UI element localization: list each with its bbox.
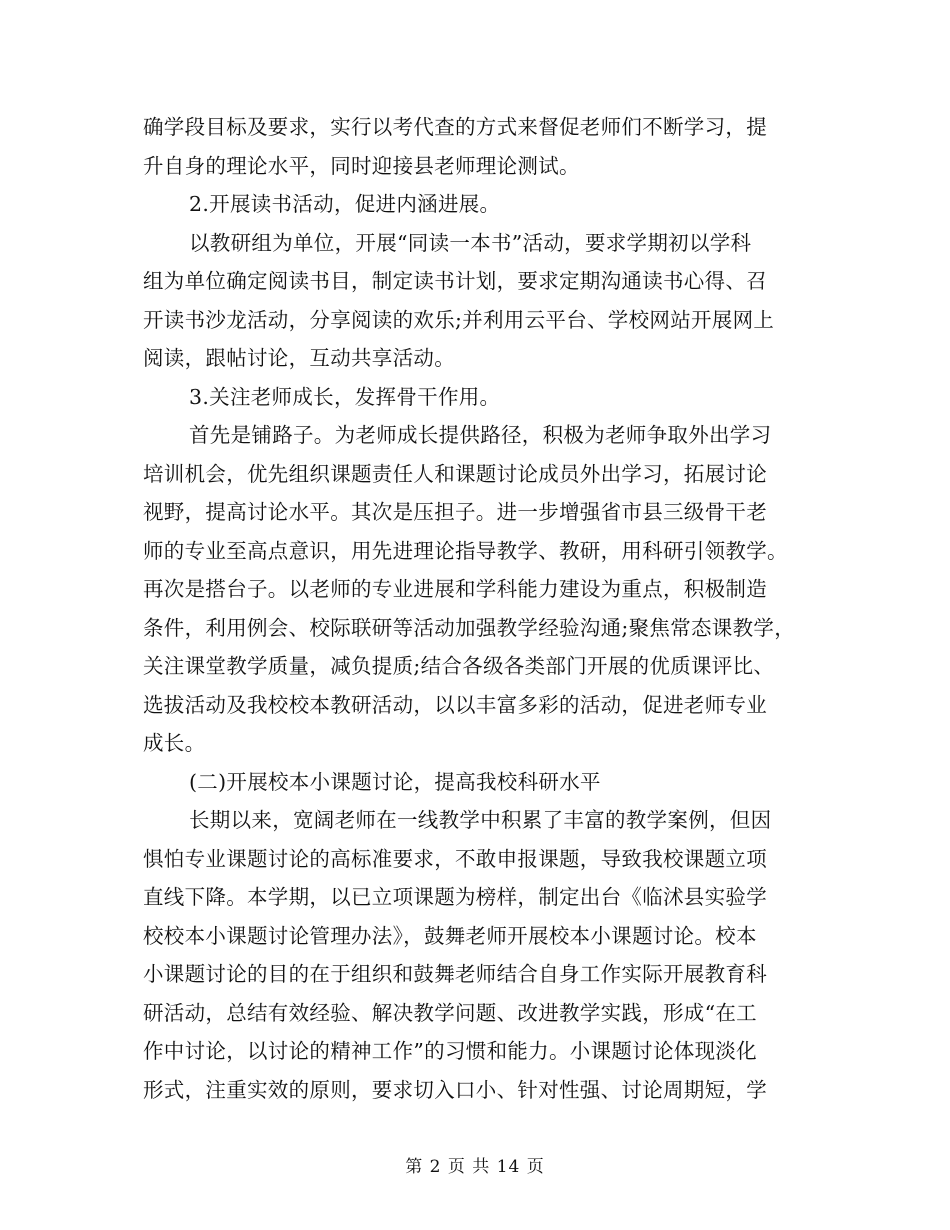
text-line: 开读书沙龙活动，分享阅读的欢乐;并利用云平台、学校网站开展网上 — [143, 307, 775, 332]
text-line: 研活动，总结有效经验、解决教学问题、改进教学实践，形成“在工 — [143, 1000, 757, 1025]
text-line: 3.关注老师成长，发挥骨干作用。 — [189, 384, 501, 409]
text-line: 升自身的理论水平，同时迎接县老师理论测试。 — [143, 153, 580, 178]
text-line: 长期以来，宽阔老师在一线教学中积累了丰富的教学案例，但因 — [189, 808, 772, 832]
text-line: 条件，利用例会、校际联研等活动加强教学经验沟通;聚焦常态课教学， — [143, 615, 796, 640]
text-line: 再次是搭台子。以老师的专业进展和学科能力建设为重点，积极制造 — [143, 577, 767, 601]
text-line: 组为单位确定阅读书目，制定读书计划，要求定期沟通读书心得、召 — [143, 269, 767, 293]
text-line: 确学段目标及要求，实行以考代查的方式来督促老师们不断学习，提 — [143, 115, 767, 139]
text-line: 师的专业至高点意识，用先进理论指导教学、教研，用科研引领教学。 — [143, 538, 788, 563]
text-line: 校校本小课题讨论管理办法》，鼓舞老师开展校本小课题讨论。校本 — [143, 923, 757, 948]
text-line: 首先是铺路子。为老师成长提供路径，积极为老师争取外出学习 — [189, 423, 772, 447]
text-line: (二)开展校本小课题讨论，提高我校科研水平 — [189, 769, 601, 794]
text-line: 选拔活动及我校校本教研活动，以以丰富多彩的活动，促进老师专业 — [143, 692, 767, 717]
text-line: 小课题讨论的目的在于组织和鼓舞老师结合自身工作实际开展教育科 — [143, 962, 767, 986]
document-body — [143, 108, 813, 1109]
text-line: 成长。 — [143, 731, 206, 755]
text-line: 关注课堂教学质量，减负提质;结合各级各类部门开展的优质课评比、 — [143, 654, 775, 678]
text-line: 直线下降。本学期，以已立项课题为榜样，制定出台《临沭县实验学 — [143, 885, 767, 909]
text-line: 2.开展读书活动，促进内涵进展。 — [189, 192, 501, 216]
page-footer: 第 2 页 共 14 页 — [405, 1157, 545, 1177]
text-line: 作中讨论，以讨论的精神工作”的习惯和能力。小课题讨论体现淡化 — [143, 1039, 757, 1063]
text-line: 培训机会，优先组织课题责任人和课题讨论成员外出学习，拓展讨论 — [143, 461, 767, 486]
text-line: 以教研组为单位，开展“同读一本书”活动，要求学期初以学科 — [189, 230, 752, 255]
text-line: 阅读，跟帖讨论，互动共享活动。 — [143, 346, 455, 370]
text-line: 惧怕专业课题讨论的高标准要求，不敢申报课题，导致我校课题立项 — [143, 846, 767, 871]
text-line: 视野，提高讨论水平。其次是压担子。进一步增强省市县三级骨干老 — [143, 500, 767, 524]
text-line: 形式，注重实效的原则，要求切入口小、针对性强、讨论周期短，学 — [143, 1077, 767, 1102]
